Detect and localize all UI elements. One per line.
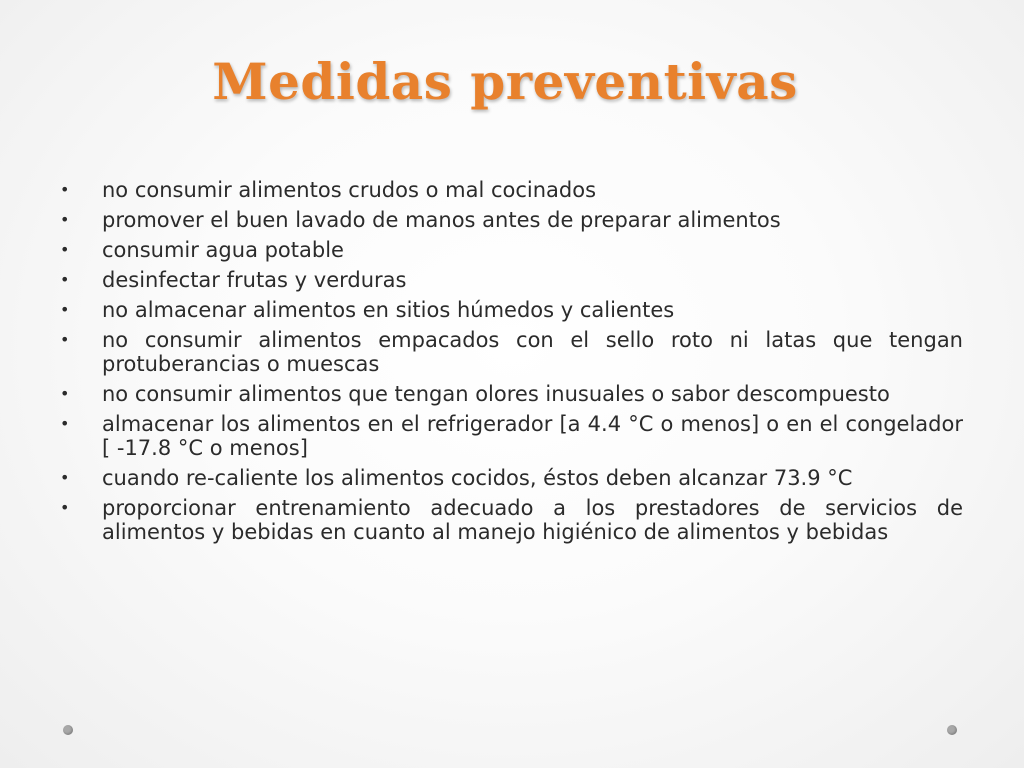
- bullet-icon: •: [60, 210, 70, 229]
- bullet-icon: •: [60, 330, 70, 349]
- list-item: [58, 466, 963, 490]
- list-item: [58, 178, 963, 202]
- bullet-icon: •: [60, 498, 70, 517]
- bullet-icon: •: [60, 180, 70, 199]
- bullet-icon: •: [60, 270, 70, 289]
- bullet-icon: •: [60, 468, 70, 487]
- list-item-text: proporcionar entrenamiento adecuado a los prestadores de servicios de alimentos y bebidas en cuanto al manejo higiénico de alimentos y bebidas: [102, 496, 963, 544]
- bullet-icon: •: [60, 414, 70, 433]
- list-item-text: no consumir alimentos que tengan olores inusuales o sabor descompuesto: [102, 382, 890, 406]
- list-item: [58, 328, 963, 376]
- list-item: [58, 238, 963, 262]
- list-item-text: promover el buen lavado de manos antes de preparar alimentos: [102, 208, 781, 232]
- list-item: [58, 382, 963, 406]
- bullet-icon: •: [60, 384, 70, 403]
- list-item: [58, 268, 963, 292]
- bullet-list: [58, 178, 963, 550]
- slide-title: Medidas preventivas: [212, 52, 798, 111]
- list-item: [58, 496, 963, 544]
- list-item: [58, 208, 963, 232]
- bullet-icon: •: [60, 300, 70, 319]
- bullet-icon: •: [60, 240, 70, 259]
- corner-dot-icon: [947, 725, 957, 735]
- corner-dot-icon: [63, 725, 73, 735]
- list-item: [58, 298, 963, 322]
- list-item-text: no consumir alimentos crudos o mal cocinados: [102, 178, 597, 202]
- list-item-text: no almacenar alimentos en sitios húmedos y calientes: [102, 298, 675, 322]
- list-item-text: no consumir alimentos empacados con el sello roto ni latas que tengan protuberancias o muescas: [102, 328, 963, 376]
- list-item-text: cuando re-caliente los alimentos cocidos, éstos deben alcanzar 73.9 °C: [102, 466, 853, 490]
- list-item-text: almacenar los alimentos en el refrigerador [a 4.4 °C o menos] o en el congelador [ -17.8 °C o menos]: [102, 412, 963, 460]
- list-item: [58, 412, 963, 460]
- list-item-text: desinfectar frutas y verduras: [102, 268, 407, 292]
- list-item-text: consumir agua potable: [102, 238, 344, 262]
